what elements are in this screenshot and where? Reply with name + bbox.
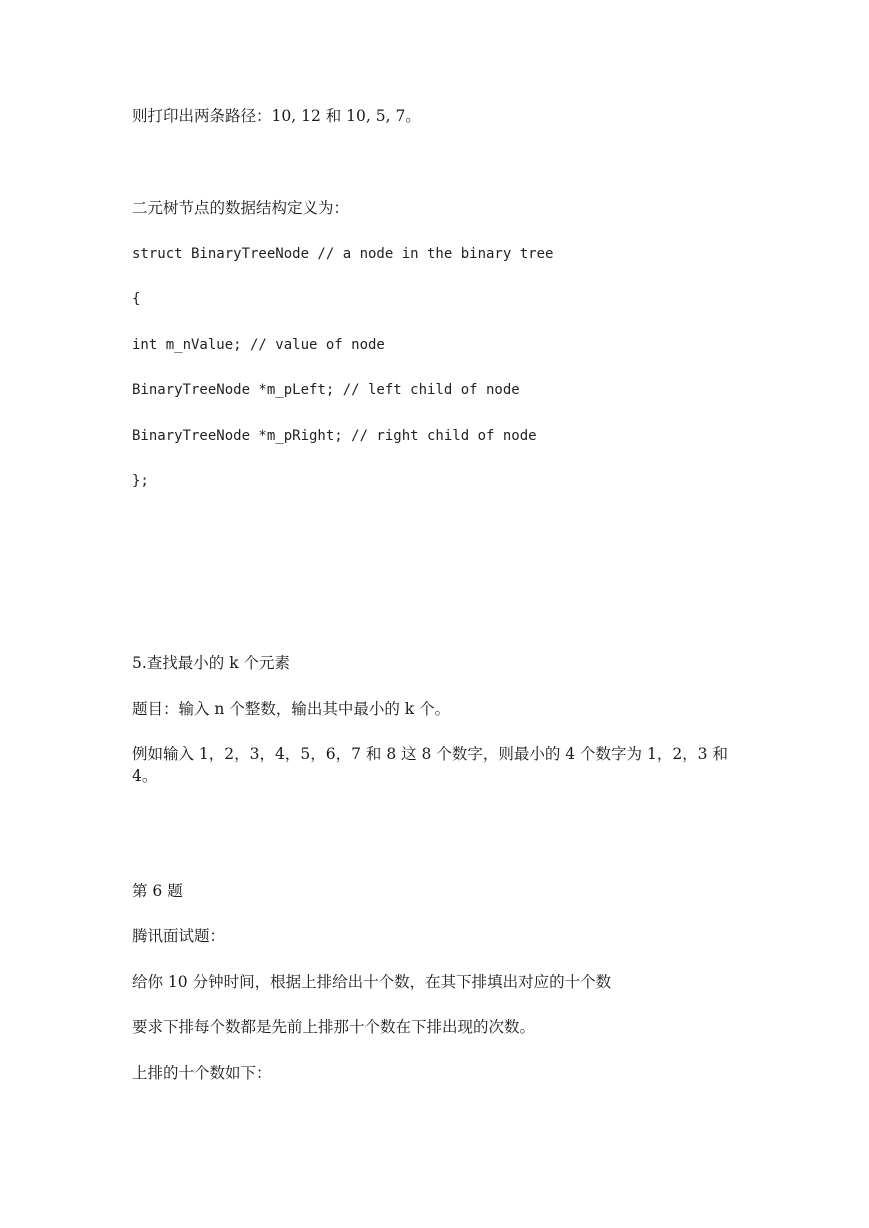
problem5-statement: 题目：输入 n 个整数，输出其中最小的 k 个。 (132, 700, 451, 718)
code-line: { (132, 291, 141, 307)
paths-result-text: 则打印出两条路径：10, 12 和 10, 5, 7。 (132, 107, 421, 125)
code-line: BinaryTreeNode *m_pLeft; // left child of node (132, 382, 520, 398)
problem6-line1: 给你 10 分钟时间，根据上排给出十个数，在其下排填出对应的十个数 (132, 973, 612, 991)
problem6-source: 腾讯面试题： (132, 927, 226, 945)
code-line: int m_nValue; // value of node (132, 337, 385, 353)
code-line: }; (132, 473, 149, 489)
code-line: BinaryTreeNode *m_pRight; // right child of node (132, 428, 537, 444)
problem6-line3: 上排的十个数如下： (132, 1064, 272, 1082)
problem6-heading: 第 6 题 (132, 882, 183, 900)
code-line: struct BinaryTreeNode // a node in the binary tree (132, 246, 554, 262)
problem5-example: 例如输入 1，2，3，4，5，6，7 和 8 这 8 个数字，则最小的 4 个数字为 1，2，3 和 4。 (132, 745, 728, 785)
problem6-line2: 要求下排每个数都是先前上排那十个数在下排出现的次数。 (132, 1018, 536, 1036)
problem5-heading: 5.查找最小的 k 个元素 (132, 654, 291, 672)
struct-intro-text: 二元树节点的数据结构定义为： (132, 199, 350, 217)
